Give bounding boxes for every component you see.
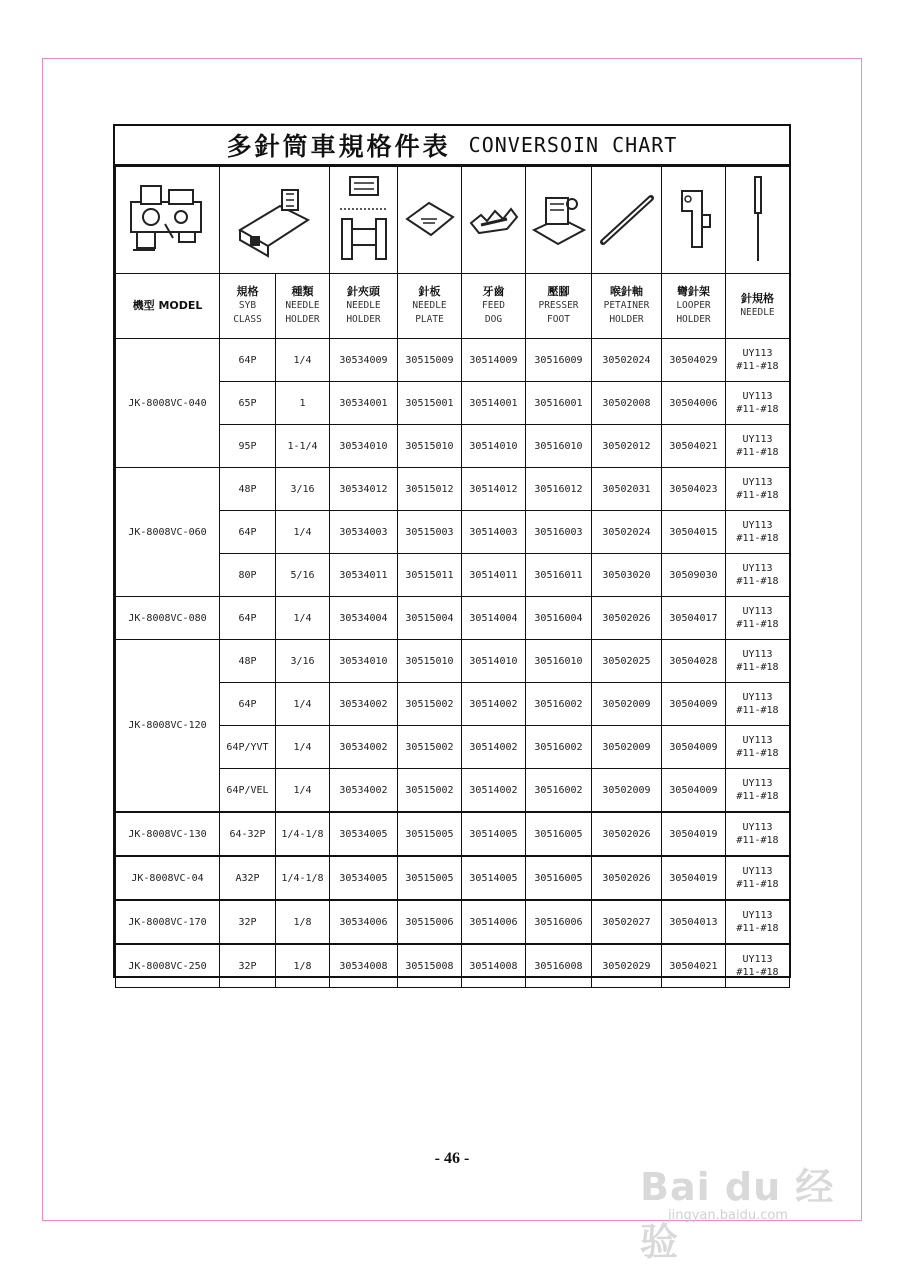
table-row	[116, 339, 790, 382]
needle-plate-cell: 30515003	[398, 511, 462, 554]
needle-spec: #11-#18	[736, 791, 779, 802]
header-en: PRESSER	[538, 300, 579, 311]
needle-clamp-cell: 30534010	[330, 425, 398, 468]
class-cell: A32P	[220, 856, 276, 900]
model-cell: JK-8008VC-130	[116, 812, 220, 856]
page-number: - 46 -	[434, 1150, 470, 1167]
presser-foot-cell: 30516002	[526, 683, 592, 726]
feed-dog-cell: 30514009	[462, 339, 526, 382]
feed-dog-cell: 30514008	[462, 944, 526, 988]
needle-spec: UY113	[742, 391, 773, 402]
class-cell: 32P	[220, 944, 276, 988]
feed-dog-image	[462, 167, 526, 274]
header-en: DOG	[484, 314, 503, 325]
feed-dog-cell: 30514010	[462, 425, 526, 468]
presser-foot-cell: 30516005	[526, 812, 592, 856]
needle-spec: UY113	[742, 866, 773, 877]
needle-plate-cell: 30515002	[398, 769, 462, 813]
needle-plate-cell: 30515010	[398, 640, 462, 683]
header-row	[116, 274, 790, 339]
needle-plate-cell: 30515008	[398, 944, 462, 988]
needle-clamp-cell: 30534005	[330, 856, 398, 900]
table-row	[116, 856, 790, 900]
feed-dog-cell: 30514011	[462, 554, 526, 597]
retainer-holder-cell: 30502027	[592, 900, 662, 944]
needle-spec: UY113	[742, 649, 773, 660]
looper-holder-cell: 30504009	[662, 726, 726, 769]
retainer-holder-cell: 30502026	[592, 812, 662, 856]
needle-spec: UY113	[742, 910, 773, 921]
needle-spec: UY113	[742, 692, 773, 703]
needle-plate-cell: 30515011	[398, 554, 462, 597]
retainer-holder-cell: 30502025	[592, 640, 662, 683]
watermark	[640, 1150, 860, 1264]
needle-plate-image	[398, 167, 462, 274]
retainer-holder-cell: 30502024	[592, 339, 662, 382]
model-cell: JK-8008VC-080	[116, 597, 220, 640]
watermark-url: jingyan.baidu.com	[668, 1208, 788, 1223]
retainer-holder-cell: 30502008	[592, 382, 662, 425]
class-cell: 95P	[220, 425, 276, 468]
feed-dog-cell: 30514010	[462, 640, 526, 683]
presser-foot-cell: 30516008	[526, 944, 592, 988]
needle-cell	[726, 640, 790, 683]
gauge-cell: 1/4	[276, 339, 330, 382]
needle-spec: UY113	[742, 735, 773, 746]
needle-spec: #11-#18	[736, 835, 779, 846]
watermark-brand: Bai du 经验	[640, 1165, 835, 1264]
header-en: LOOPER	[676, 300, 711, 311]
needle-spec: UY113	[742, 822, 773, 833]
needle-spec: UY113	[742, 606, 773, 617]
header-cell	[116, 274, 220, 339]
retainer-holder-cell: 30502029	[592, 944, 662, 988]
title-chinese: 多針筒車規格件表	[226, 132, 451, 161]
class-cell: 65P	[220, 382, 276, 425]
feed-dog-cell: 30514005	[462, 856, 526, 900]
class-cell: 64P	[220, 683, 276, 726]
table-row	[116, 640, 790, 683]
looper-holder-cell: 30509030	[662, 554, 726, 597]
needle-clamp-cell: 30534011	[330, 554, 398, 597]
needle-spec: UY113	[742, 563, 773, 574]
header-en: FEED	[482, 300, 505, 311]
looper-holder-cell: 30504017	[662, 597, 726, 640]
gauge-cell: 5/16	[276, 554, 330, 597]
needle-cell	[726, 511, 790, 554]
retainer-holder-cell: 30502031	[592, 468, 662, 511]
presser-foot-cell: 30516006	[526, 900, 592, 944]
needle-plate-cell: 30515005	[398, 812, 462, 856]
class-cell: 48P	[220, 468, 276, 511]
needle-plate-cell: 30515012	[398, 468, 462, 511]
class-cell: 80P	[220, 554, 276, 597]
header-cell	[330, 274, 398, 339]
header-zh: 針夾頭	[347, 285, 380, 298]
class-cell: 64-32P	[220, 812, 276, 856]
looper-holder-cell: 30504015	[662, 511, 726, 554]
presser-foot-cell: 30516002	[526, 726, 592, 769]
header-en: NEEDLE	[346, 300, 381, 311]
gauge-cell: 1/4	[276, 597, 330, 640]
needle-plate-cell: 30515005	[398, 856, 462, 900]
chart-title	[115, 126, 789, 166]
gauge-cell: 1/4-1/8	[276, 812, 330, 856]
presser-foot-cell: 30516010	[526, 425, 592, 468]
class-cell: 64P	[220, 597, 276, 640]
looper-holder-cell: 30504009	[662, 769, 726, 813]
presser-foot-cell: 30516004	[526, 597, 592, 640]
looper-holder-cell: 30504021	[662, 425, 726, 468]
gauge-cell: 1	[276, 382, 330, 425]
table-row	[116, 597, 790, 640]
presser-foot-cell: 30516011	[526, 554, 592, 597]
presser-foot-cell: 30516010	[526, 640, 592, 683]
needle-cell	[726, 554, 790, 597]
retainer-holder-cell: 30502024	[592, 511, 662, 554]
presser-foot-cell: 30516001	[526, 382, 592, 425]
class-cell: 64P	[220, 339, 276, 382]
retainer-holder-cell: 30502009	[592, 683, 662, 726]
retainer-holder-cell: 30502026	[592, 597, 662, 640]
looper-holder-cell: 30504006	[662, 382, 726, 425]
gauge-cell: 3/16	[276, 468, 330, 511]
presser-foot-cell: 30516005	[526, 856, 592, 900]
needle-spec: #11-#18	[736, 923, 779, 934]
needle-cell	[726, 339, 790, 382]
header-cell	[220, 274, 276, 339]
header-cell	[398, 274, 462, 339]
gauge-cell: 1/4	[276, 683, 330, 726]
header-cell	[526, 274, 592, 339]
class-cell: 64P/YVT	[220, 726, 276, 769]
looper-holder-cell: 30504029	[662, 339, 726, 382]
title-english: CONVERSOIN CHART	[468, 133, 678, 157]
header-cell	[462, 274, 526, 339]
retainer-holder-cell: 30502009	[592, 726, 662, 769]
needle-plate-cell: 30515002	[398, 726, 462, 769]
needle-image	[726, 167, 790, 274]
header-cell	[726, 274, 790, 339]
needle-clamp-cell: 30534004	[330, 597, 398, 640]
presser-foot-cell: 30516012	[526, 468, 592, 511]
retainer-holder-cell: 30503020	[592, 554, 662, 597]
gauge-cell: 1-1/4	[276, 425, 330, 468]
needle-holder-image	[220, 167, 330, 274]
header-en: SYB	[238, 300, 257, 311]
machine-image	[116, 167, 220, 274]
feed-dog-cell: 30514002	[462, 726, 526, 769]
needle-spec: #11-#18	[736, 619, 779, 630]
needle-cell	[726, 425, 790, 468]
needle-clamp-cell: 30534003	[330, 511, 398, 554]
looper-holder-cell: 30504009	[662, 683, 726, 726]
header-en: HOLDER	[346, 314, 381, 325]
gauge-cell: 1/4-1/8	[276, 856, 330, 900]
needle-cell	[726, 856, 790, 900]
needle-plate-cell: 30515002	[398, 683, 462, 726]
needle-cell	[726, 812, 790, 856]
header-zh: 針板	[418, 285, 441, 298]
needle-spec: #11-#18	[736, 662, 779, 673]
needle-spec: UY113	[742, 348, 773, 359]
class-cell: 64P/VEL	[220, 769, 276, 813]
presser-foot-cell: 30516009	[526, 339, 592, 382]
gauge-cell: 3/16	[276, 640, 330, 683]
header-en: NEEDLE	[740, 307, 775, 318]
needle-plate-cell: 30515001	[398, 382, 462, 425]
header-en: HOLDER	[609, 314, 644, 325]
feed-dog-cell: 30514002	[462, 683, 526, 726]
needle-clamp-cell: 30534009	[330, 339, 398, 382]
looper-holder-cell: 30504019	[662, 856, 726, 900]
needle-spec: #11-#18	[736, 490, 779, 501]
needle-spec: #11-#18	[736, 705, 779, 716]
feed-dog-cell: 30514004	[462, 597, 526, 640]
needle-spec: UY113	[742, 954, 773, 965]
needle-spec: #11-#18	[736, 533, 779, 544]
needle-clamp-cell: 30534005	[330, 812, 398, 856]
needle-cell	[726, 944, 790, 988]
header-zh: 針規格	[741, 292, 774, 305]
header-en: PETAINER	[603, 300, 650, 311]
looper-holder-cell: 30504021	[662, 944, 726, 988]
header-en: HOLDER	[676, 314, 711, 325]
header-zh: 彎針架	[677, 285, 710, 298]
gauge-cell: 1/4	[276, 511, 330, 554]
gauge-cell: 1/4	[276, 726, 330, 769]
table-row	[116, 900, 790, 944]
needle-clamp-cell: 30534010	[330, 640, 398, 683]
needle-plate-cell: 30515009	[398, 339, 462, 382]
retainer-shaft-image	[592, 167, 662, 274]
header-en: NEEDLE	[285, 300, 320, 311]
needle-clamp-cell: 30534002	[330, 726, 398, 769]
presser-foot-cell: 30516002	[526, 769, 592, 813]
needle-plate-cell: 30515004	[398, 597, 462, 640]
feed-dog-cell: 30514006	[462, 900, 526, 944]
needle-plate-cell: 30515006	[398, 900, 462, 944]
needle-clamp-cell: 30534002	[330, 769, 398, 813]
header-zh: 喉針軸	[610, 285, 643, 298]
gauge-cell: 1/8	[276, 944, 330, 988]
needle-cell	[726, 382, 790, 425]
header-zh: 種類	[291, 285, 314, 298]
model-cell: JK-8008VC-04	[116, 856, 220, 900]
needle-cell	[726, 726, 790, 769]
needle-spec: #11-#18	[736, 361, 779, 372]
feed-dog-cell: 30514001	[462, 382, 526, 425]
header-zh: 規格	[236, 285, 259, 298]
model-cell: JK-8008VC-040	[116, 339, 220, 468]
needle-clamp-image	[330, 167, 398, 274]
class-cell: 48P	[220, 640, 276, 683]
needle-cell	[726, 683, 790, 726]
model-cell: JK-8008VC-060	[116, 468, 220, 597]
needle-spec: UY113	[742, 477, 773, 488]
needle-cell	[726, 597, 790, 640]
table-row	[116, 812, 790, 856]
model-cell: JK-8008VC-250	[116, 944, 220, 988]
header-cell	[662, 274, 726, 339]
class-cell: 32P	[220, 900, 276, 944]
header-en: NEEDLE	[412, 300, 447, 311]
needle-cell	[726, 468, 790, 511]
needle-spec: UY113	[742, 520, 773, 531]
gauge-cell: 1/8	[276, 900, 330, 944]
needle-spec: #11-#18	[736, 967, 779, 978]
needle-cell	[726, 900, 790, 944]
needle-spec: #11-#18	[736, 576, 779, 587]
parts-image-row	[116, 167, 790, 274]
table-row	[116, 468, 790, 511]
feed-dog-cell: 30514012	[462, 468, 526, 511]
needle-spec: UY113	[742, 778, 773, 789]
needle-clamp-cell: 30534012	[330, 468, 398, 511]
looper-holder-cell: 30504019	[662, 812, 726, 856]
feed-dog-cell: 30514003	[462, 511, 526, 554]
looper-holder-cell: 30504013	[662, 900, 726, 944]
header-cell	[592, 274, 662, 339]
needle-clamp-cell: 30534006	[330, 900, 398, 944]
conversion-chart	[113, 124, 791, 978]
model-cell: JK-8008VC-120	[116, 640, 220, 813]
header-cell	[276, 274, 330, 339]
presser-foot-cell: 30516003	[526, 511, 592, 554]
model-cell: JK-8008VC-170	[116, 900, 220, 944]
feed-dog-cell: 30514002	[462, 769, 526, 813]
needle-clamp-cell: 30534002	[330, 683, 398, 726]
needle-spec: #11-#18	[736, 404, 779, 415]
gauge-cell: 1/4	[276, 769, 330, 813]
header-en: HOLDER	[285, 314, 320, 325]
looper-holder-cell: 30504028	[662, 640, 726, 683]
header-en: PLATE	[415, 314, 444, 325]
presser-foot-image	[526, 167, 592, 274]
retainer-holder-cell: 30502009	[592, 769, 662, 813]
header-zh: 壓腳	[547, 285, 570, 298]
class-cell: 64P	[220, 511, 276, 554]
looper-holder-cell: 30504023	[662, 468, 726, 511]
header-zh: 牙齒	[482, 285, 505, 298]
header-en: CLASS	[233, 314, 262, 325]
retainer-holder-cell: 30502026	[592, 856, 662, 900]
needle-spec: #11-#18	[736, 748, 779, 759]
looper-holder-image	[662, 167, 726, 274]
needle-clamp-cell: 30534008	[330, 944, 398, 988]
needle-cell	[726, 769, 790, 813]
retainer-holder-cell: 30502012	[592, 425, 662, 468]
needle-plate-cell: 30515010	[398, 425, 462, 468]
header-zh: 機型 MODEL	[132, 299, 203, 312]
needle-spec: #11-#18	[736, 879, 779, 890]
needle-clamp-cell: 30534001	[330, 382, 398, 425]
needle-spec: #11-#18	[736, 447, 779, 458]
feed-dog-cell: 30514005	[462, 812, 526, 856]
header-en: FOOT	[547, 314, 570, 325]
table-row	[116, 944, 790, 988]
spec-table	[115, 166, 790, 988]
needle-spec: UY113	[742, 434, 773, 445]
